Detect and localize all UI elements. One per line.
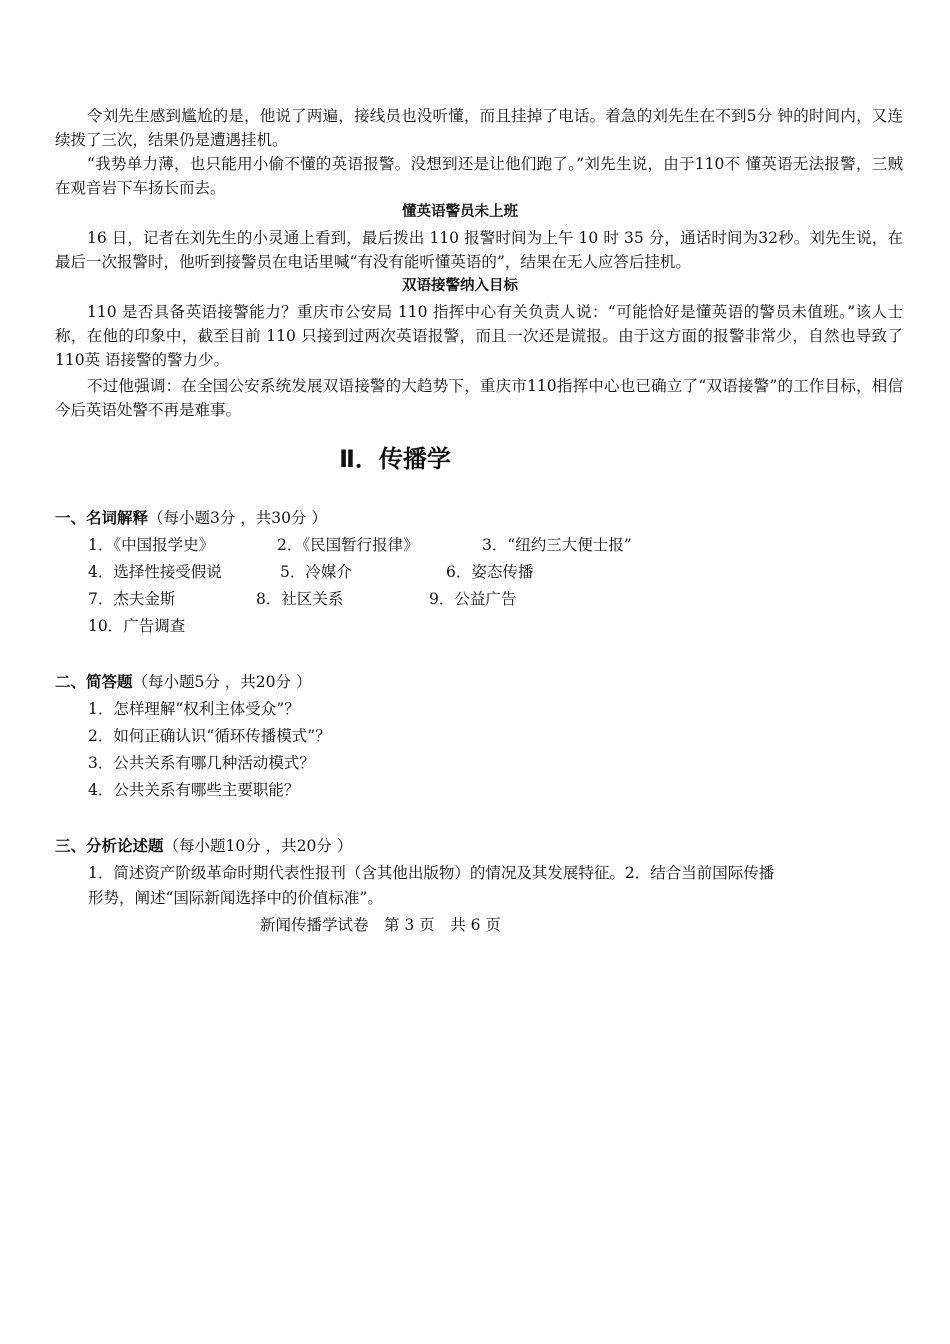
question-1-note: （每小题3分 ，共30分 ） xyxy=(148,509,327,527)
article-paragraph-4: 110 是否具备英语接警能力？重庆市公安局 110 指挥中心有关负责人说：“可能恰好是懂英语的警员未值班。”该人士称，在他的印象中，截至目前 110 只接到过两次英语报警，而且一次还是谎报。由于这方面的报警非常少，自然也导致了110英 语接警的警力少。 xyxy=(55,303,903,369)
short-answer-item: 1．怎样理解“权利主体受众”？ xyxy=(88,700,300,718)
article-paragraph-2: “我势单力薄，也只能用小偷不懂的英语报警。没想到还是让他们跑了。”刘先生说，由于110不 懂英语无法报警，三贼在观音岩下车扬长而去。 xyxy=(55,155,903,197)
essay-question-line-2: 形势，阐述“国际新闻选择中的价值标准”。 xyxy=(88,889,383,907)
term-item: 2．《民国暂行报律》 xyxy=(277,536,419,554)
essay-question-line-1: 1．简述资产阶级革命时期代表性报刊（含其他出版物）的情况及其发展特征。2．结合当前国际传播 xyxy=(88,864,775,882)
term-item: 10．广告调查 xyxy=(88,617,186,635)
short-answer-item: 3．公共关系有哪几种活动模式？ xyxy=(88,754,315,772)
term-item: 9．公益广告 xyxy=(429,590,517,608)
term-item: 3．“纽约三大便士报” xyxy=(482,536,632,554)
question-2-note: （每小题5分 ，共20分 ） xyxy=(132,673,312,691)
term-item: 8．社区关系 xyxy=(256,590,344,608)
term-item: 6．姿态传播 xyxy=(446,563,534,581)
article-paragraph-3: 16 日，记者在刘先生的小灵通上看到，最后拨出 110 报警时间为上午 10 时 35 分，通话时间为32秒。刘先生说，在最后一次报警时，他听到接警员在电话里喊“有没有能听懂英语的”，结果在无人应答后挂机。 xyxy=(55,229,903,271)
article-paragraph-1: 令刘先生感到尴尬的是，他说了两遍，接线员也没听懂，而且挂掉了电话。着急的刘先生在不到5分 钟的时间内，又连续拨了三次，结果仍是遭遇挂机。 xyxy=(55,107,903,149)
question-3-heading xyxy=(55,834,352,858)
term-item: 1．《中国报学史》 xyxy=(88,536,215,554)
question-2-heading xyxy=(55,670,311,694)
question-3-note: （每小题10分 ，共20分 ） xyxy=(163,837,353,855)
page-footer: 新闻传播学试卷 第 3 页 共 6 页 xyxy=(260,916,501,934)
question-1-heading xyxy=(55,506,327,530)
question-3-label: 三、分析论述题 xyxy=(55,837,164,855)
term-item: 5．冷媒介 xyxy=(280,563,352,581)
section-title: Ⅱ．传播学 xyxy=(339,445,451,473)
term-item: 4．选择性接受假说 xyxy=(88,563,222,581)
question-2-label: 二、简答题 xyxy=(55,673,133,691)
article-subheading-2: 双语接警纳入目标 xyxy=(402,278,518,294)
article-paragraph-5: 不过他强调：在全国公安系统发展双语接警的大趋势下，重庆市110指挥中心也已确立了“双语接警”的工作目标，相信今后英语处警不再是难事。 xyxy=(55,377,903,419)
short-answer-item: 4．公共关系有哪些主要职能？ xyxy=(88,781,300,799)
short-answer-item: 2．如何正确认识“循环传播模式”？ xyxy=(88,727,331,745)
article-subheading-1: 懂英语警员未上班 xyxy=(402,204,518,220)
term-item: 7．杰夫金斯 xyxy=(88,590,176,608)
question-1-label: 一、名词解释 xyxy=(55,509,149,527)
